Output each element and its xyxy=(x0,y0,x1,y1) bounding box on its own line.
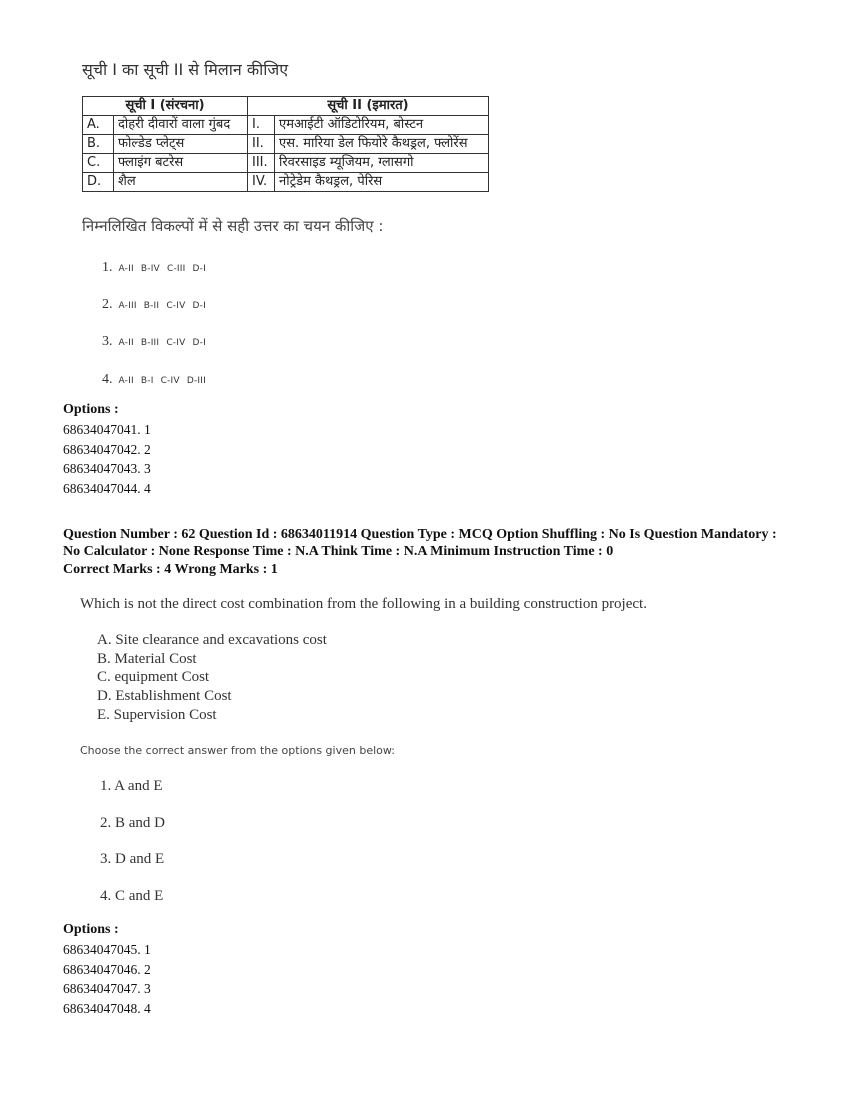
option-id: 68634047047. 3 xyxy=(63,981,151,996)
table-row xyxy=(83,135,489,154)
row-key-right: IV. xyxy=(248,173,275,192)
q61-heading: सूची I का सूची II से मिलान कीजिए xyxy=(82,60,289,79)
row-key-left: B. xyxy=(83,135,114,154)
row-key-left: D. xyxy=(83,173,114,192)
option-id: 68634047042. 2 xyxy=(63,442,151,457)
option-id: 68634047043. 3 xyxy=(63,461,151,476)
match-table-header xyxy=(83,97,489,116)
row-key-right: III. xyxy=(248,154,275,173)
q62-choice: 2. B and D xyxy=(100,815,165,831)
q62-statement: D. Establishment Cost xyxy=(97,688,232,704)
q61-choice xyxy=(102,368,206,388)
q61-choice xyxy=(102,293,206,313)
list-2-header: सूची II (इमारत) xyxy=(248,97,489,116)
table-row xyxy=(83,154,489,173)
choice-number: 4. xyxy=(102,372,113,387)
q62-instruction: Choose the correct answer from the options given below: xyxy=(80,744,395,757)
row-value-left: दोहरी दीवारों वाला गुंबद xyxy=(114,116,248,135)
option-id: 68634047045. 1 xyxy=(63,942,151,957)
q62-statement: E. Supervision Cost xyxy=(97,707,217,723)
q62-meta-line: No Calculator : None Response Time : N.A Think Time : N.A Minimum Instruction Time : 0 xyxy=(63,544,614,559)
choice-number: 2. xyxy=(102,297,113,312)
choice-text: A-II B-III C-IV D-I xyxy=(118,338,206,348)
row-value-right: एमआईटी ऑडिटोरियम, बोस्टन xyxy=(275,116,489,135)
q62-marks: Correct Marks : 4 Wrong Marks : 1 xyxy=(63,562,278,577)
table-row xyxy=(83,116,489,135)
choice-number: 1. xyxy=(102,260,113,275)
row-key-right: II. xyxy=(248,135,275,154)
choice-number: 3. xyxy=(102,334,113,349)
q61-instruction: निम्नलिखित विकल्पों में से सही उत्तर का चयन कीजिए : xyxy=(82,217,384,235)
table-row xyxy=(83,173,489,192)
q62-choice: 3. D and E xyxy=(100,851,165,867)
row-value-left: शैल xyxy=(114,173,248,192)
q61-choice xyxy=(102,256,206,276)
q62-statement: B. Material Cost xyxy=(97,651,197,667)
q62-options-label: Options : xyxy=(63,922,119,937)
list-1-header: सूची I (संरचना) xyxy=(83,97,248,116)
option-id: 68634047041. 1 xyxy=(63,422,151,437)
q61-options-label: Options : xyxy=(63,402,119,417)
q61-choice xyxy=(102,330,206,350)
q62-choice: 1. A and E xyxy=(100,778,163,794)
q62-question-text: Which is not the direct cost combination from the following in a building construction project. xyxy=(80,596,647,612)
choice-text: A-II B-I C-IV D-III xyxy=(118,376,206,386)
option-id: 68634047046. 2 xyxy=(63,962,151,977)
q62-meta-line: Question Number : 62 Question Id : 68634011914 Question Type : MCQ Option Shuffling : No Is Question Mandatory : xyxy=(63,527,777,542)
match-table xyxy=(82,96,489,192)
choice-text: A-III B-II C-IV D-I xyxy=(118,301,206,311)
q62-statement: C. equipment Cost xyxy=(97,669,210,685)
row-key-left: C. xyxy=(83,154,114,173)
row-value-right: एस. मारिया डेल फियोरे कैथड्रल, फ्लोरेंस xyxy=(275,135,489,154)
row-key-left: A. xyxy=(83,116,114,135)
row-value-right: नोट्रेडेम कैथड्रल, पेरिस xyxy=(275,173,489,192)
row-value-left: फोल्डेड प्लेट्स xyxy=(114,135,248,154)
option-id: 68634047048. 4 xyxy=(63,1001,151,1016)
q62-choice: 4. C and E xyxy=(100,888,164,904)
row-value-right: रिवरसाइड म्यूजियम, ग्लासगो xyxy=(275,154,489,173)
row-value-left: फ्लाइंग बटरेस xyxy=(114,154,248,173)
choice-text: A-II B-IV C-III D-I xyxy=(118,264,206,274)
q62-statement: A. Site clearance and excavations cost xyxy=(97,632,327,648)
option-id: 68634047044. 4 xyxy=(63,481,151,496)
row-key-right: I. xyxy=(248,116,275,135)
